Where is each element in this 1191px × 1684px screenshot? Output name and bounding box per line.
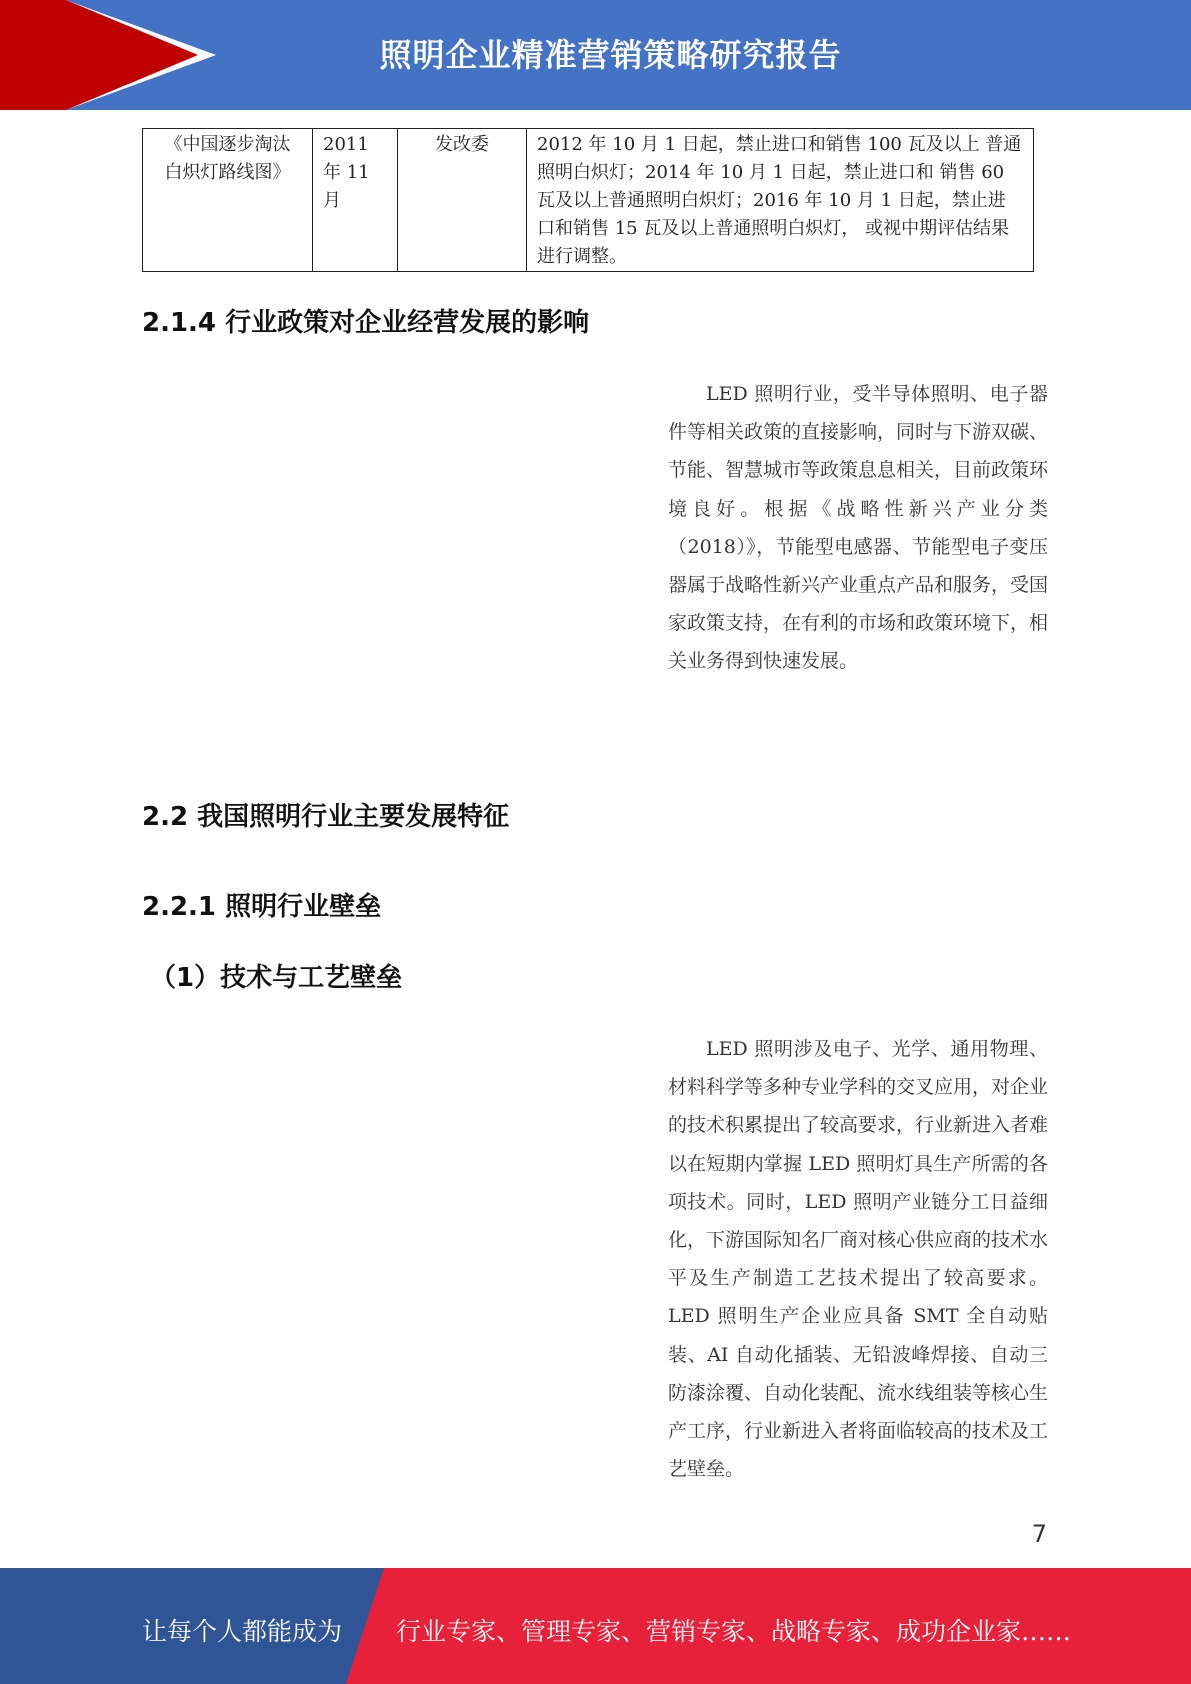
footer-slogan-right: 行业专家、管理专家、营销专家、战略专家、成功企业家…… xyxy=(396,1617,1072,1646)
page-number: 7 xyxy=(1031,1520,1047,1548)
policy-issuer-cell: 发改委 xyxy=(398,129,527,272)
section-heading-2-2-1: 2.2.1 照明行业壁垒 xyxy=(142,892,382,922)
policy-content-cell: 2012 年 10 月 1 日起，禁止进口和销售 100 瓦及以上 普通照明白炽灯；2014 年 10 月 1 日起，禁止进口和 销售 60 瓦及以上普通照明白炽灯；2016 年 10 月 1 日起，禁止进口和销售 15 瓦及以上普通照明白炽灯， 或视中期评估结果进行调整。 xyxy=(527,129,1034,272)
policy-table xyxy=(142,128,1034,272)
footer-slogan-left: 让每个人都能成为 xyxy=(142,1617,343,1646)
policy-name-cell: 《中国逐步淘汰 白炽灯路线图》 xyxy=(143,129,313,272)
report-title: 照明企业精准营销策略研究报告 xyxy=(379,36,842,74)
subsection-paragraph-1: LED 照明涉及电子、光学、通用物理、材料科学等多种专业学科的交叉应用，对企业的技术积累提出了较高要求，行业新进入者难以在短期内掌握 LED 照明灯具生产所需的各项技术。同时，LED 照明产业链分工日益细化，下游国际知名厂商对核心供应商的技术水平及生产制造工艺技术提出了较高要求。LED 照明生产企业应具备 SMT 全自动贴装、AI 自动化插装、无铅波峰焊接、自动三防漆涂覆、自动化装配、流水线组装等核心生产工序，行业新进入者将面临较高的技术及工艺壁垒。 xyxy=(668,1038,1049,1481)
section-heading-2-1-4: 2.1.4 行业政策对企业经营发展的影响 xyxy=(142,308,590,338)
page-header xyxy=(0,0,1191,110)
footer-blue-slant xyxy=(346,1568,384,1684)
table-row xyxy=(143,129,1034,272)
subsection-heading-1: （1）技术与工艺壁垒 xyxy=(150,963,403,993)
section-paragraph-2-1-4: LED 照明行业，受半导体照明、电子器件等相关政策的直接影响，同时与下游双碳、节能、智慧城市等政策息息相关，目前政策环境良好。根据《战略性新兴产业分类（2018）》，节能型电感器、节能型电子变压器属于战略性新兴产业重点产品和服务，受国家政策支持，在有利的市场和政策环境下，相关业务得到快速发展。 xyxy=(668,383,1049,673)
policy-date-cell: 2011 年 11 月 xyxy=(313,129,398,272)
section-heading-2-2: 2.2 我国照明行业主要发展特征 xyxy=(142,802,510,832)
page-footer xyxy=(0,1568,1191,1684)
